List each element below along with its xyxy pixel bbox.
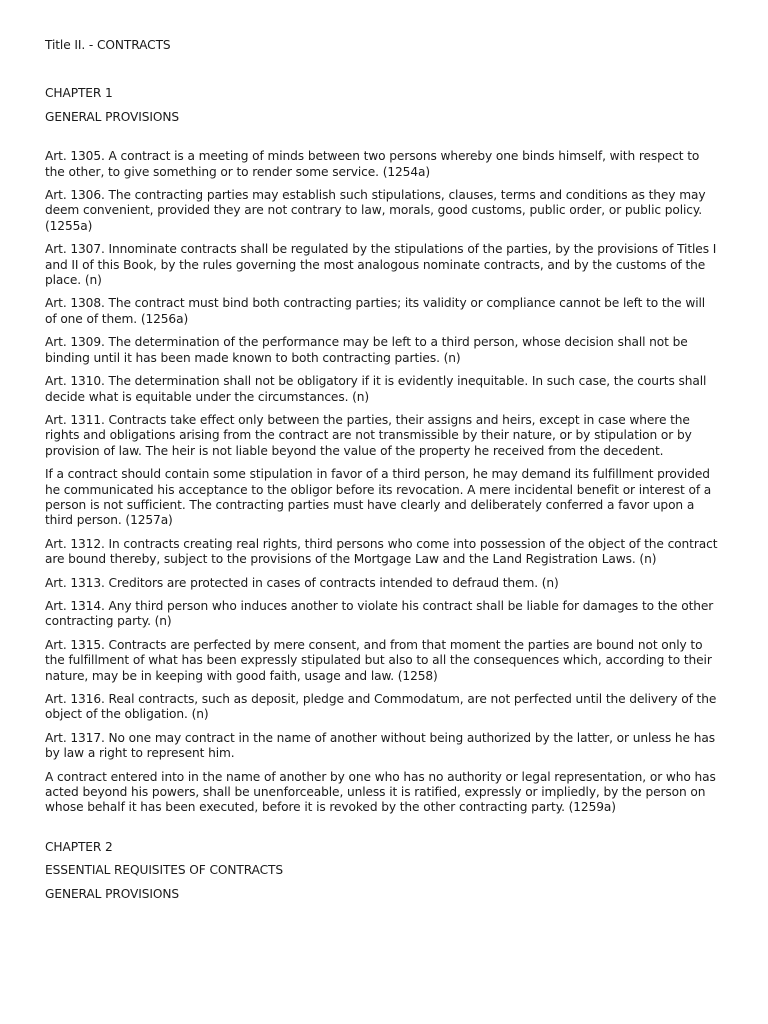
article-1307: Art. 1307. Innominate contracts shall be regulated by the stipulations of the parties, by the provisions of Titles I and II of this Book, by the rules governing the most analogous nominate contracts, and by the customs of the place. (n) <box>45 242 717 288</box>
article-1306: Art. 1306. The contracting parties may establish such stipulations, clauses, terms and conditions as they may deem convenient, provided they are not contrary to law, morals, good customs, public order, or public policy. (1255a) <box>45 188 706 233</box>
article-1315: Art. 1315. Contracts are perfected by mere consent, and from that moment the parties are bound not only to the fulfillment of what has been expressly stipulated but also to all the consequences which, according to their nature, may be in keeping with good faith, usage and law. (1258) <box>45 637 712 683</box>
article-1313: Art. 1313. Creditors are protected in cases of contracts intended to defraud them. (n) <box>45 575 559 590</box>
article-1316: Art. 1316. Real contracts, such as deposit, pledge and Commodatum, are not perfected until the delivery of the object of the obligation. (n) <box>45 692 717 722</box>
document-title: Title II. - CONTRACTS <box>45 38 171 52</box>
article-1317: Art. 1317. No one may contract in the name of another without being authorized by the latter, or unless he has by law a right to represent him. <box>45 730 715 761</box>
article-1317-paragraph-2: A contract entered into in the name of another by one who has no authority or legal representation, or who has acted beyond his powers, shall be unenforceable, unless it is ratified, expressly or impliedly, by the person on whose behalf it has been executed, before it is revoked by the other contracting party. (1259a) <box>45 769 716 815</box>
article-1310: Art. 1310. The determination shall not be obligatory if it is evidently inequitable. In such case, the courts shall decide what is equitable under the circumstances. (n) <box>45 374 707 404</box>
chapter-2-subheading: GENERAL PROVISIONS <box>45 886 180 901</box>
article-1308: Art. 1308. The contract must bind both contracting parties; its validity or compliance cannot be left to the will of one of them. (1256a) <box>45 296 706 326</box>
article-1314: Art. 1314. Any third person who induces another to violate his contract shall be liable for damages to the other contracting party. (n) <box>45 598 714 629</box>
article-1311: Art. 1311. Contracts take effect only between the parties, their assigns and heirs, except in case where the rights and obligations arising from the contract are not transmissible by their nature, or by stipulation or by provision of law. The heir is not liable beyond the value of the property he received from the decedent. <box>45 412 692 458</box>
article-1309: Art. 1309. The determination of the performance may be left to a third person, whose decision shall not be binding until it has been made known to both contracting parties. (n) <box>45 335 688 365</box>
article-1305: Art. 1305. A contract is a meeting of minds between two persons whereby one binds himself, with respect to the other, to give something or to render some service. (1254a) <box>45 149 700 179</box>
chapter-1-heading: GENERAL PROVISIONS <box>45 109 180 124</box>
chapter-2-heading: ESSENTIAL REQUISITES OF CONTRACTS <box>45 863 284 878</box>
article-1311-paragraph-2: If a contract should contain some stipulation in favor of a third person, he may demand its fulfillment provided he communicated his acceptance to the obligor before its revocation. A mere incidental benefit or interest of a person is not sufficient. The contracting parties must have clearly and deliberately conferred a favor upon a third person. (1257a) <box>45 467 712 528</box>
chapter-2-label: CHAPTER 2 <box>45 839 113 854</box>
chapter-1-label: CHAPTER 1 <box>45 86 113 101</box>
article-1312: Art. 1312. In contracts creating real rights, third persons who come into possession of the object of the contract are bound thereby, subject to the provisions of the Mortgage Law and the Land Registration Laws. (n) <box>45 536 718 567</box>
